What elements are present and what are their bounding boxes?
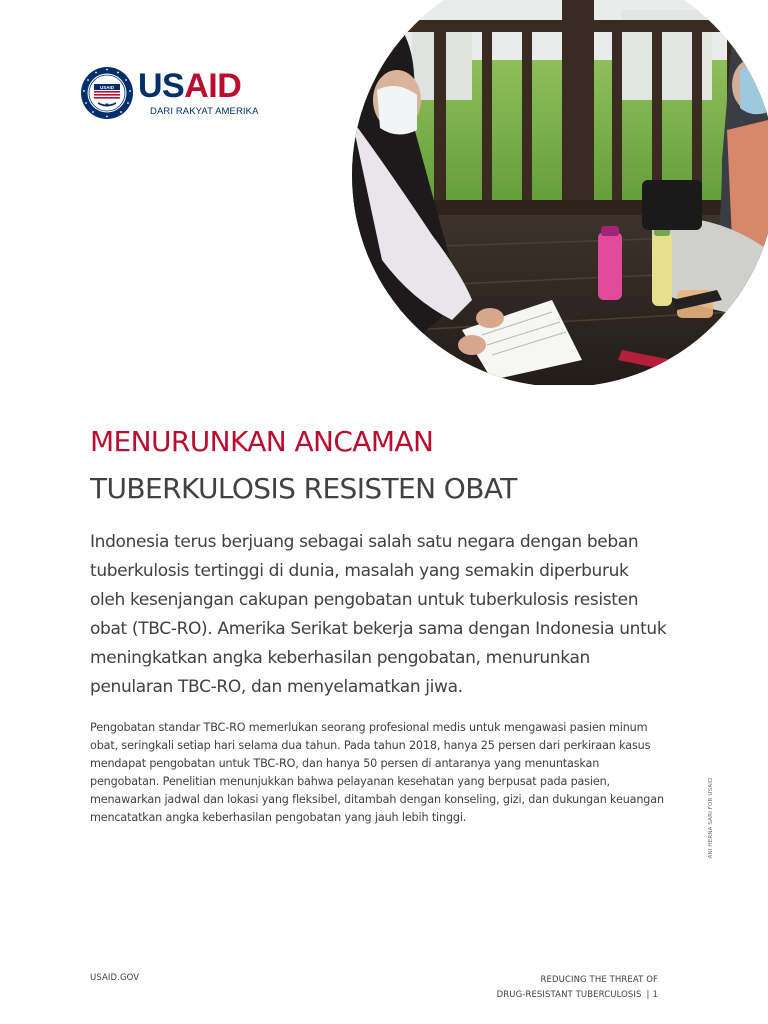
headline-secondary: TUBERKULOSIS RESISTEN OBAT — [90, 472, 517, 505]
footer-title-line2-row — [497, 988, 658, 1003]
footer-title-line2: DRUG-RESISTANT TUBERCULOSIS — [496, 990, 642, 1000]
usaid-logo — [80, 64, 265, 126]
footer-title-line1: REDUCING THE THREAT OF — [540, 975, 658, 985]
photo-credit-text: ANI HERNA SARI FOR USAID — [708, 777, 714, 859]
page-number: 1 — [652, 990, 658, 1000]
svg-text:USAID: USAID — [99, 85, 115, 90]
footer-document-title — [497, 973, 658, 1003]
usaid-tagline: DARI RAKYAT AMERIKA — [150, 106, 259, 117]
photo-people-reviewing-documents — [322, 0, 768, 385]
usaid-wordmark — [138, 68, 241, 104]
footer-separator: | — [646, 990, 650, 1000]
headline-primary: MENURUNKAN ANCAMAN — [90, 425, 434, 458]
footer-website-link[interactable]: USAID.GOV — [90, 973, 140, 983]
wordmark-us: US — [138, 67, 185, 105]
photo-credit — [706, 768, 716, 868]
wordmark-aid: AID — [184, 67, 242, 105]
usaid-seal-icon — [80, 64, 134, 122]
body-paragraph: Pengobatan standar TBC-RO memerlukan seorang profesional medis untuk mengawasi pasien minum obat, seringkali setiap hari selama dua tahun. Pada tahun 2018, hanya 25 persen dari perkiraan kasus mendapat pengobatan untuk TBC-RO, dan hanya 50 persen di antaranya yang menuntaskan pengobatan. Penelitian menunjukkan bahwa pelayanan kesehatan yang berpusat pada pasien, menawarkan jadwal dan lokasi yang fleksibel, ditambah dengan konseling, gizi, dan dukungan keuangan mencatatkan angka keberhasilan pengobatan yang jauh lebih tinggi. — [90, 721, 664, 824]
intro-paragraph: Indonesia terus berjuang sebagai salah satu negara dengan beban tuberkulosis tertinggi di dunia, masalah yang semakin diperburuk oleh kesenjangan cakupan pengobatan untuk tuberkulosis resisten obat (TBC-RO). Amerika Serikat bekerja sama dengan Indonesia untuk meningkatkan angka keberhasilan pengobatan, menurunkan penularan TBC-RO, dan menyelamatkan jiwa. — [90, 532, 667, 697]
